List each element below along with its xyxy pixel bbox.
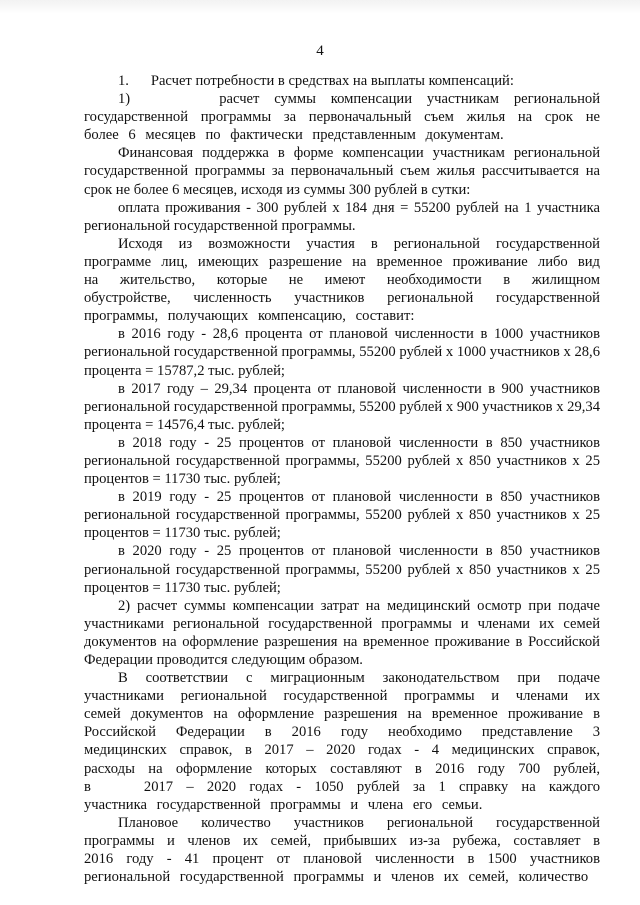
paragraph-year-2018: в 2018 году - 25 процентов от плановой численности в 850 участников региональной государственной программы, 55200 рублей х 850 участников х 25 процентов = 11730 тыс. рублей;: [84, 434, 600, 488]
paragraph-participation: Исходя из возможности участия в региональной государственной программе лиц, имеющих разрешение на временное проживание либо вид на жительство, которые не имеют необходимости в жилищном обустройстве, численность участников региональной государственной программы, получающих компенсацию, составит:: [84, 235, 600, 325]
scan-edge: [0, 0, 640, 14]
paragraph-financial-support: Финансовая поддержка в форме компенсации участникам региональной государственной программы за первоначальный съем жилья рассчитывается на срок не более 6 месяцев, исходя из суммы 300 рублей в сутки:: [84, 145, 600, 198]
paragraph-year-2020: в 2020 году - 25 процентов от плановой численности в 850 участников региональной государственной программы, 55200 рублей х 850 участников х 25 процентов = 11730 тыс. рублей;: [84, 543, 600, 596]
paragraph-medical-compensation: 2) расчет суммы компенсации затрат на медицинский осмотр при подаче участниками региональной государственной программы и членами их семей документов на оформление разрешения на временное проживание в Российской Федерации проводится следующим образом.: [84, 597, 600, 668]
paragraph-accommodation-payment: оплата проживания - 300 рублей х 184 дня = 55200 рублей на 1 участника региональной государственной программы.: [84, 199, 600, 234]
section-heading: 1. Расчет потребности в средствах на выплаты компенсаций:: [118, 73, 514, 89]
paragraph-migration-law: В соответствии с миграционным законодательством при подаче участниками региональной государственной программы и членами их семей документов на оформление разрешения на временное проживание в Российской Федерации в 2016 году необходимо представление 3 медицинских справок, в 2017 – 2020 годах - 4 медицинских справок, расходы на оформление которых составляют в 2016 году 700 рублей, в 2017 – 2020 годах - 1050 рублей за 1 справку на каждого участника государственной программы и члена его семьи.: [84, 670, 600, 813]
paragraph-year-2017: в 2017 году – 29,34 процента от плановой численности в 900 участников региональной государственной программы, 55200 рублей х 900 участников х 29,34 процента = 14576,4 тыс. рублей;: [84, 380, 600, 433]
paragraph-year-2016: в 2016 году - 28,6 процента от плановой численности в 1000 участников региональной государственной программы, 55200 рублей х 1000 участников х 28,6 процента = 15787,2 тыс. рублей;: [84, 326, 600, 379]
page-number: 4: [316, 43, 324, 59]
paragraph-planned-number: Плановое количество участников региональной государственной программы и членов их семей, прибывших из-за рубежа, составляет в 2016 году - 41 процент от плановой численности в 1500 участников региональной государственной программы и членов их семей, количество: [84, 814, 600, 886]
document-body: [84, 72, 600, 886]
paragraph-compensation-rent: 1) расчет суммы компенсации участникам региональной государственной программы за первоначальный съем жилья на срок не более 6 месяцев по фактически представленным документам.: [84, 91, 600, 144]
paragraph-year-2019: в 2019 году - 25 процентов от плановой численности в 850 участников региональной государственной программы, 55200 рублей х 850 участников х 25 процентов = 11730 тыс. рублей;: [84, 489, 600, 542]
